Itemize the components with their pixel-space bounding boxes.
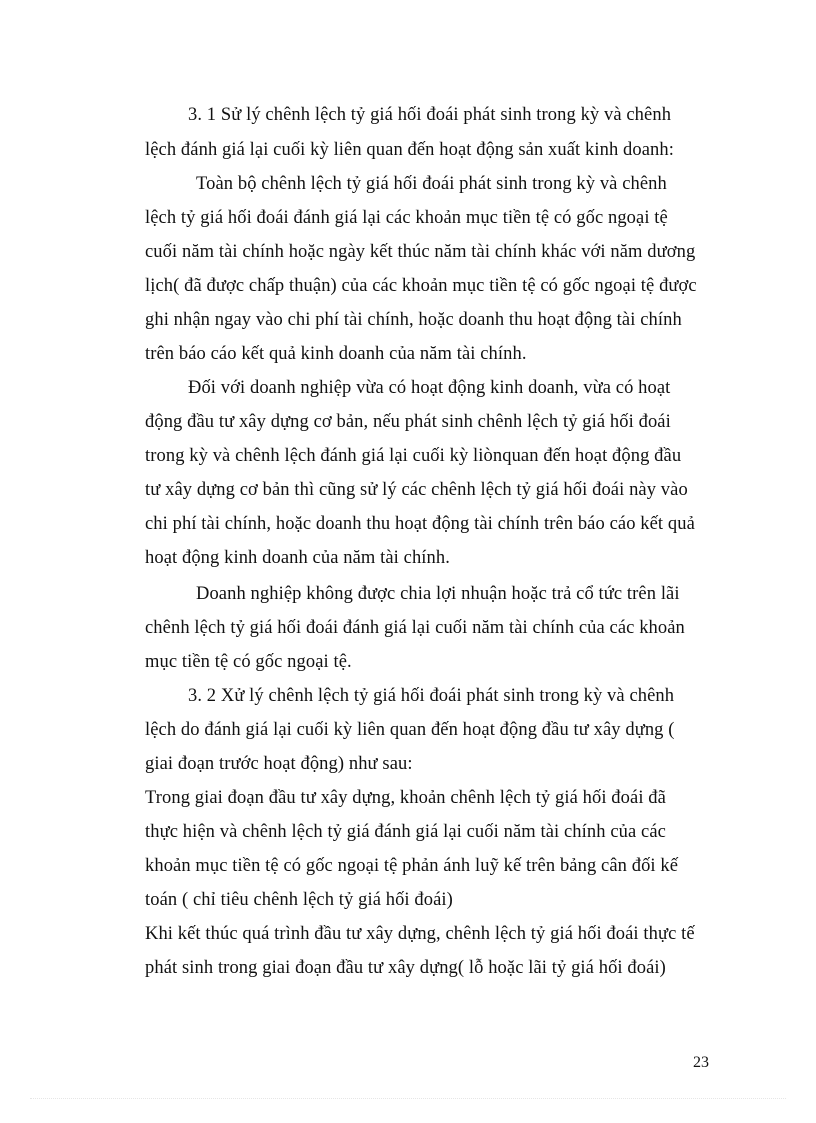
text-line: phát sinh trong giai đoạn đầu tư xây dựng( lỗ hoặc lãi tỷ giá hối đoái) xyxy=(145,958,666,978)
page-bottom-divider xyxy=(30,1098,786,1099)
text-line: trong kỳ và chênh lệch đánh giá lại cuối kỳ liònquan đến hoạt động đầu xyxy=(145,446,682,466)
text-line: lệch do đánh giá lại cuối kỳ liên quan đến hoạt động đầu tư xây dựng ( xyxy=(145,720,675,740)
text-line: mục tiền tệ có gốc ngoại tệ. xyxy=(145,652,352,672)
text-line: Đối với doanh nghiệp vừa có hoạt động kinh doanh, vừa có hoạt xyxy=(188,378,671,398)
text-line: Trong giai đoạn đầu tư xây dựng, khoản chênh lệch tỷ giá hối đoái đã xyxy=(145,788,666,808)
text-line: 3. 1 Sử lý chênh lệch tỷ giá hối đoái phát sinh trong kỳ và chênh xyxy=(188,105,672,125)
page-number: 23 xyxy=(693,1054,709,1071)
text-line: tư xây dựng cơ bản thì cũng sử lý các chênh lệch tỷ giá hối đoái này vào xyxy=(145,480,688,500)
text-line: chênh lệch tỷ giá hối đoái đánh giá lại cuối năm tài chính của các khoản xyxy=(145,618,685,638)
text-line: 3. 2 Xử lý chênh lệch tỷ giá hối đoái phát sinh trong kỳ và chênh xyxy=(188,686,675,706)
text-line: cuối năm tài chính hoặc ngày kết thúc năm tài chính khác với năm dương xyxy=(145,242,696,262)
text-line: Khi kết thúc quá trình đầu tư xây dựng, chênh lệch tỷ giá hối đoái thực tế xyxy=(145,924,695,944)
text-line: khoản mục tiền tệ có gốc ngoại tệ phản ánh luỹ kế trên bảng cân đối kế xyxy=(145,856,679,876)
text-line: động đầu tư xây dựng cơ bản, nếu phát sinh chênh lệch tỷ giá hối đoái xyxy=(145,412,671,432)
text-line: lịch( đã được chấp thuận) của các khoản mục tiền tệ có gốc ngoại tệ được xyxy=(145,276,697,296)
text-line: Toàn bộ chênh lệch tỷ giá hối đoái phát sinh trong kỳ và chênh xyxy=(196,174,667,194)
text-line: hoạt động kinh doanh của năm tài chính. xyxy=(145,548,450,568)
text-line: thực hiện và chênh lệch tỷ giá đánh giá lại cuối năm tài chính của các xyxy=(145,822,666,842)
text-line: ghi nhận ngay vào chi phí tài chính, hoặc doanh thu hoạt động tài chính xyxy=(145,310,682,330)
text-line: giai đoạn trước hoạt động) như sau: xyxy=(145,754,413,774)
text-line: lệch đánh giá lại cuối kỳ liên quan đến hoạt động sản xuất kinh doanh: xyxy=(145,140,674,160)
text-line: chi phí tài chính, hoặc doanh thu hoạt động tài chính trên báo cáo kết quả xyxy=(145,514,695,534)
text-line: trên báo cáo kết quả kinh doanh của năm tài chính. xyxy=(145,344,527,364)
text-line: toán ( chỉ tiêu chênh lệch tỷ giá hối đoái) xyxy=(145,890,453,910)
text-line: Doanh nghiệp không được chia lợi nhuận hoặc trả cổ tức trên lãi xyxy=(196,584,680,604)
text-line: lệch tỷ giá hối đoái đánh giá lại các khoản mục tiền tệ có gốc ngoại tệ xyxy=(145,208,668,228)
